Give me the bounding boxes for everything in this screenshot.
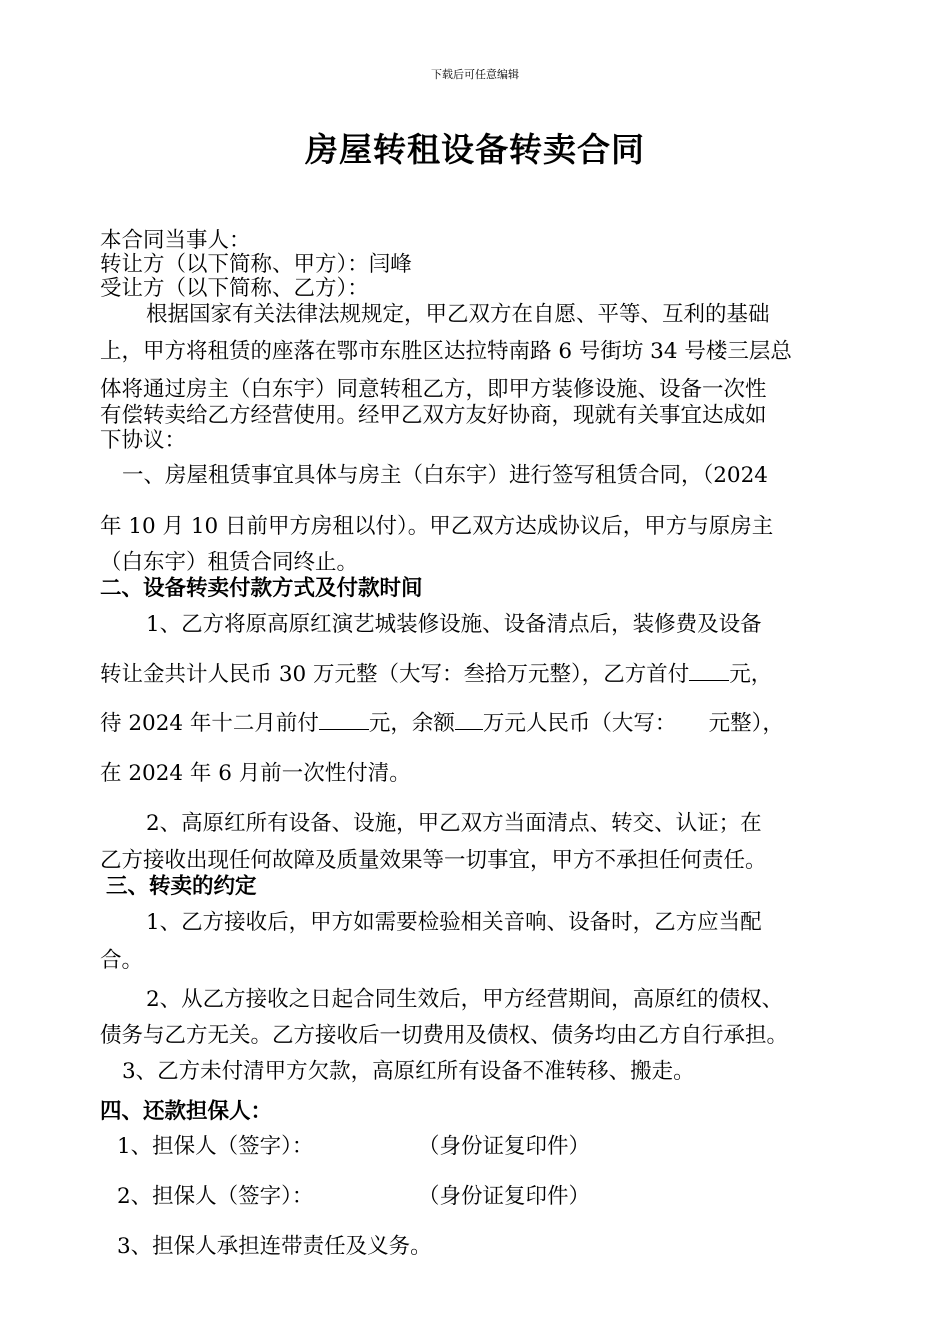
section-3-line: 2、从乙方接收之日起合同生效后，甲方经营期间，高原红的债权、 <box>146 987 784 1012</box>
section-1-line: （白东宇）租赁合同终止。 <box>100 550 359 575</box>
preamble-line: 下协议： <box>100 428 187 453</box>
section-3-line: 1、乙方接收后，甲方如需要检验相关音响、设备时，乙方应当配 <box>146 910 762 935</box>
section-2-line: 2、高原红所有设备、设施，甲乙双方当面清点、转交、认证；在 <box>146 811 762 836</box>
preamble-line: 有偿转卖给乙方经营使用。经甲乙双方友好协商，现就有关事宜达成如 <box>100 403 767 428</box>
blank-balance[interactable] <box>455 709 483 730</box>
guarantor-1-label: 1、担保人（签字）： <box>117 1134 314 1159</box>
section-2-line: 在 2024 年 6 月前一次性付清。 <box>100 761 411 786</box>
section-3-line: 债务与乙方无关。乙方接收后一切费用及债权、债务均由乙方自行承担。 <box>100 1023 789 1048</box>
section-3-heading: 三、转卖的约定 <box>106 874 257 899</box>
party-a-line: 转让方（以下简称、甲方）：闫峰 <box>100 252 412 277</box>
guarantor-liability-line: 3、担保人承担连带责任及义务。 <box>117 1234 432 1259</box>
page-header: 下载后可任意编辑 <box>431 68 519 81</box>
section-2-heading: 二、设备转卖付款方式及付款时间 <box>100 576 423 601</box>
section-2-line: 1、乙方将原高原红演艺城装修设施、设备清点后，装修费及设备 <box>146 612 762 637</box>
balance-text: 元，余额 <box>368 711 455 736</box>
section-3-line: 3、乙方未付清甲方欠款，高原红所有设备不准转移、搬走。 <box>122 1059 695 1084</box>
preamble-line: 上，甲方将租赁的座落在鄂市东胜区达拉特南路 6 号街坊 34 号楼三层总 <box>100 339 792 364</box>
section-4-heading: 四、还款担保人： <box>100 1099 273 1124</box>
section-1-line: 年 10 月 10 日前甲方房租以付）。甲乙双方达成协议后，甲方与原房主 <box>100 514 774 539</box>
payment-deadline-text: 待 2024 年十二月前付 <box>100 711 319 736</box>
guarantor-1-id-note: （身份证复印件） <box>418 1134 591 1159</box>
section-2-line <box>100 657 772 688</box>
guarantor-2-id-note: （身份证复印件） <box>418 1184 591 1209</box>
guarantor-2-label: 2、担保人（签字）： <box>117 1184 314 1209</box>
blank-first-payment[interactable] <box>689 660 729 681</box>
payment-unit: 元， <box>729 662 773 687</box>
section-3-line: 合。 <box>100 948 144 973</box>
section-2-line <box>100 706 784 737</box>
balance-unit-text: 万元人民币（大写： 元整）， <box>482 711 784 736</box>
preamble-line: 体将通过房主（白东宇）同意转租乙方，即甲方装修设施、设备一次性 <box>100 377 767 402</box>
section-2-line: 乙方接收出现任何故障及质量效果等一切事宜，甲方不承担任何责任。 <box>100 848 767 873</box>
document-title: 房屋转租设备转卖合同 <box>305 130 645 169</box>
blank-second-payment[interactable] <box>319 709 369 730</box>
parties-line: 本合同当事人： <box>100 228 251 253</box>
preamble-line: 根据国家有关法律法规规定，甲乙双方在自愿、平等、互利的基础 <box>146 302 770 327</box>
payment-total-text: 转让金共计人民币 30 万元整（大写：叁拾万元整），乙方首付 <box>100 662 690 687</box>
party-b-line: 受让方（以下简称、乙方）： <box>100 276 369 301</box>
section-1-line: 一、房屋租赁事宜具体与房主（白东宇）进行签写租赁合同，（2024 <box>122 463 768 488</box>
